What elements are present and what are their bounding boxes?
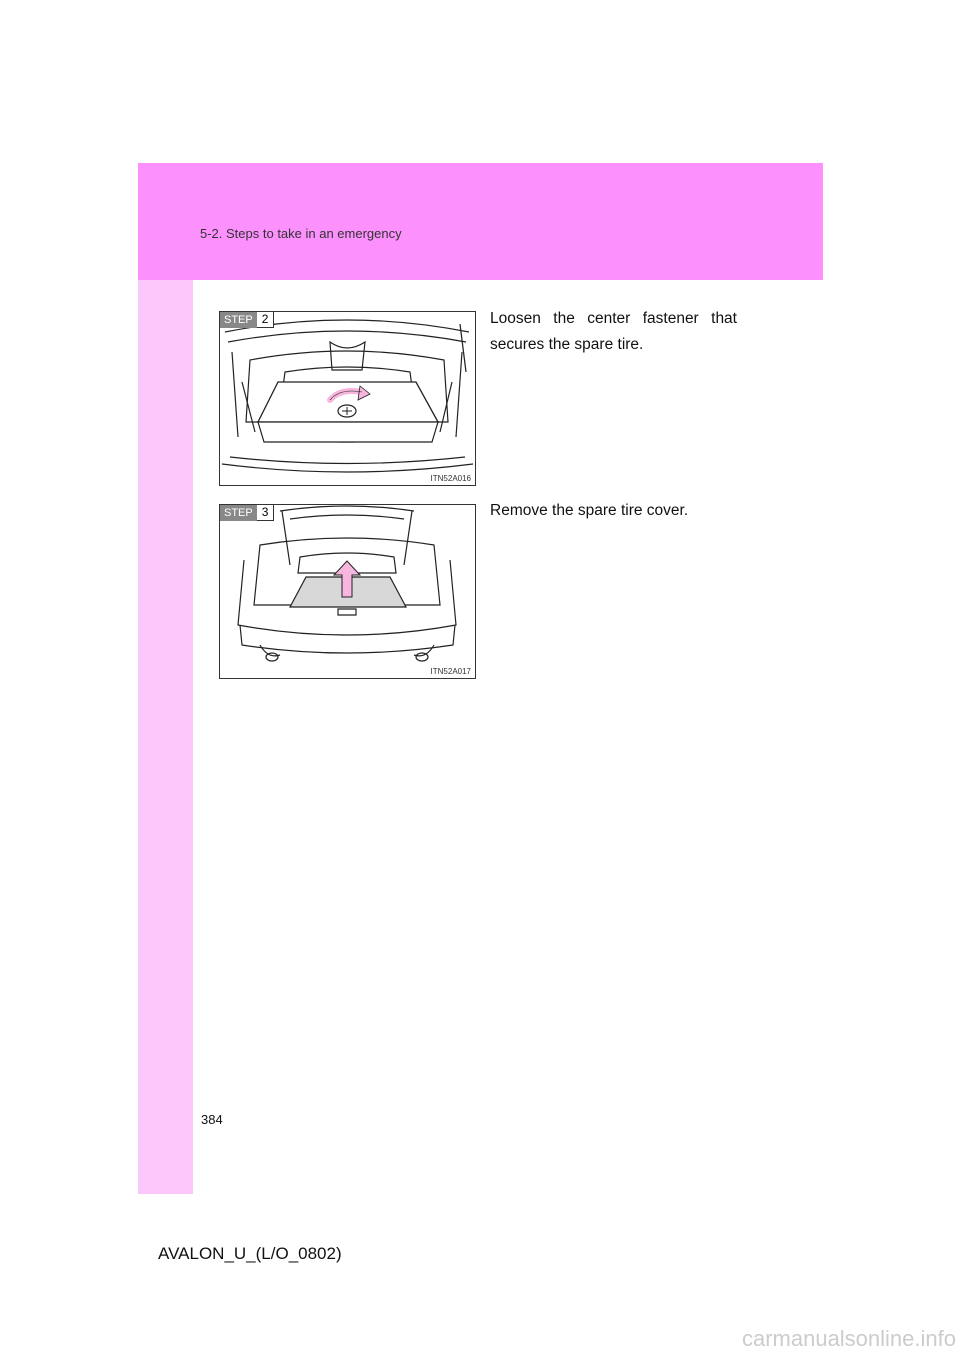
step-2-badge xyxy=(220,312,274,328)
step-2-instruction: Loosen the center fastener that secures the spare tire. xyxy=(490,310,737,353)
section-header xyxy=(138,163,823,280)
step-3-instruction: Remove the spare tire cover. xyxy=(490,502,689,519)
figure-code: ITN52A016 xyxy=(430,474,471,483)
section-title: 5-2. Steps to take in an emergency xyxy=(200,226,402,241)
step-badge-word: STEP xyxy=(220,505,257,521)
trunk-fastener-illustration xyxy=(220,312,475,485)
figure-code: ITN52A017 xyxy=(430,667,471,676)
step-2-figure xyxy=(219,311,476,486)
footer-document-code: AVALON_U_(L/O_0802) xyxy=(158,1244,342,1263)
step-3-figure xyxy=(219,504,476,679)
step-badge-number: 3 xyxy=(257,505,275,521)
watermark: carmanualsonline.info xyxy=(741,1326,956,1351)
trunk-cover-illustration xyxy=(220,505,475,678)
step-badge-word: STEP xyxy=(220,312,257,328)
sidebar-band xyxy=(138,163,193,1194)
step-3-badge xyxy=(220,505,274,521)
step-badge-number: 2 xyxy=(257,312,275,328)
page-number: 384 xyxy=(201,1112,223,1127)
